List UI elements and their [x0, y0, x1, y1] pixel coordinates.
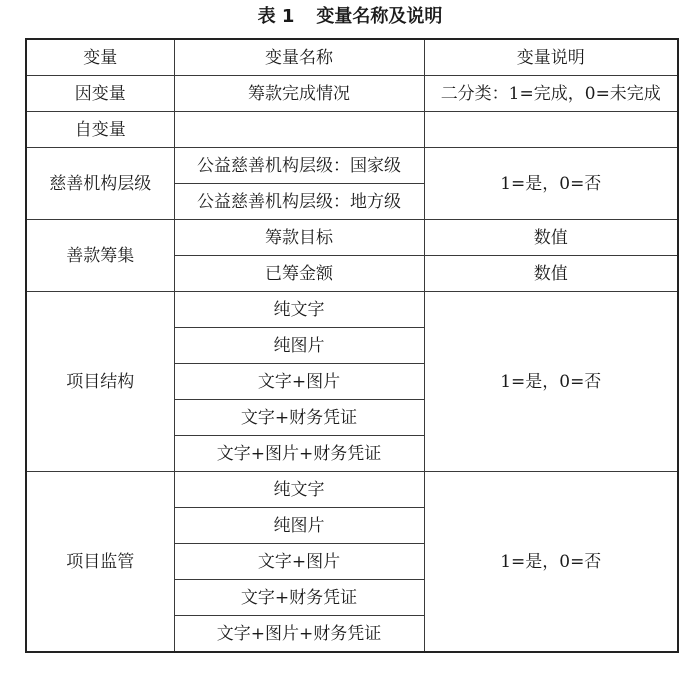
header-cell-variable: 变量 — [26, 39, 174, 76]
header-cell-name: 变量名称 — [174, 39, 424, 76]
description-cell: 二分类：1=完成，0=未完成 — [424, 76, 678, 112]
table-number: 表 1 — [257, 6, 295, 27]
name-cell: 纯文字 — [174, 472, 424, 508]
header-cell-description: 变量说明 — [424, 39, 678, 76]
table-row — [26, 292, 678, 328]
name-cell: 纯文字 — [174, 292, 424, 328]
variables-table — [25, 38, 679, 653]
description-cell: 1=是，0=否 — [424, 148, 678, 220]
table-title: 变量名称及说明 — [316, 6, 443, 27]
name-cell: 公益慈善机构层级：国家级 — [174, 148, 424, 184]
table-row — [26, 220, 678, 256]
description-cell — [424, 112, 678, 148]
table-caption — [0, 4, 700, 30]
table-row — [26, 76, 678, 112]
description-cell: 数值 — [424, 220, 678, 256]
variable-cell: 慈善机构层级 — [26, 148, 174, 220]
variable-cell: 项目监管 — [26, 472, 174, 653]
name-cell: 纯图片 — [174, 328, 424, 364]
name-cell: 已筹金额 — [174, 256, 424, 292]
variable-cell: 善款筹集 — [26, 220, 174, 292]
name-cell: 文字+图片 — [174, 364, 424, 400]
name-cell: 文字+财务凭证 — [174, 400, 424, 436]
name-cell: 筹款完成情况 — [174, 76, 424, 112]
header-row — [26, 39, 678, 76]
table-row — [26, 148, 678, 184]
variable-cell: 项目结构 — [26, 292, 174, 472]
name-cell: 筹款目标 — [174, 220, 424, 256]
name-cell: 文字+图片+财务凭证 — [174, 436, 424, 472]
variable-cell: 自变量 — [26, 112, 174, 148]
description-cell: 数值 — [424, 256, 678, 292]
table-row — [26, 112, 678, 148]
name-cell — [174, 112, 424, 148]
table-row — [26, 472, 678, 508]
name-cell: 文字+财务凭证 — [174, 580, 424, 616]
description-cell: 1=是，0=否 — [424, 472, 678, 653]
name-cell: 文字+图片+财务凭证 — [174, 616, 424, 653]
variable-cell: 因变量 — [26, 76, 174, 112]
name-cell: 纯图片 — [174, 508, 424, 544]
description-cell: 1=是，0=否 — [424, 292, 678, 472]
name-cell: 文字+图片 — [174, 544, 424, 580]
name-cell: 公益慈善机构层级：地方级 — [174, 184, 424, 220]
